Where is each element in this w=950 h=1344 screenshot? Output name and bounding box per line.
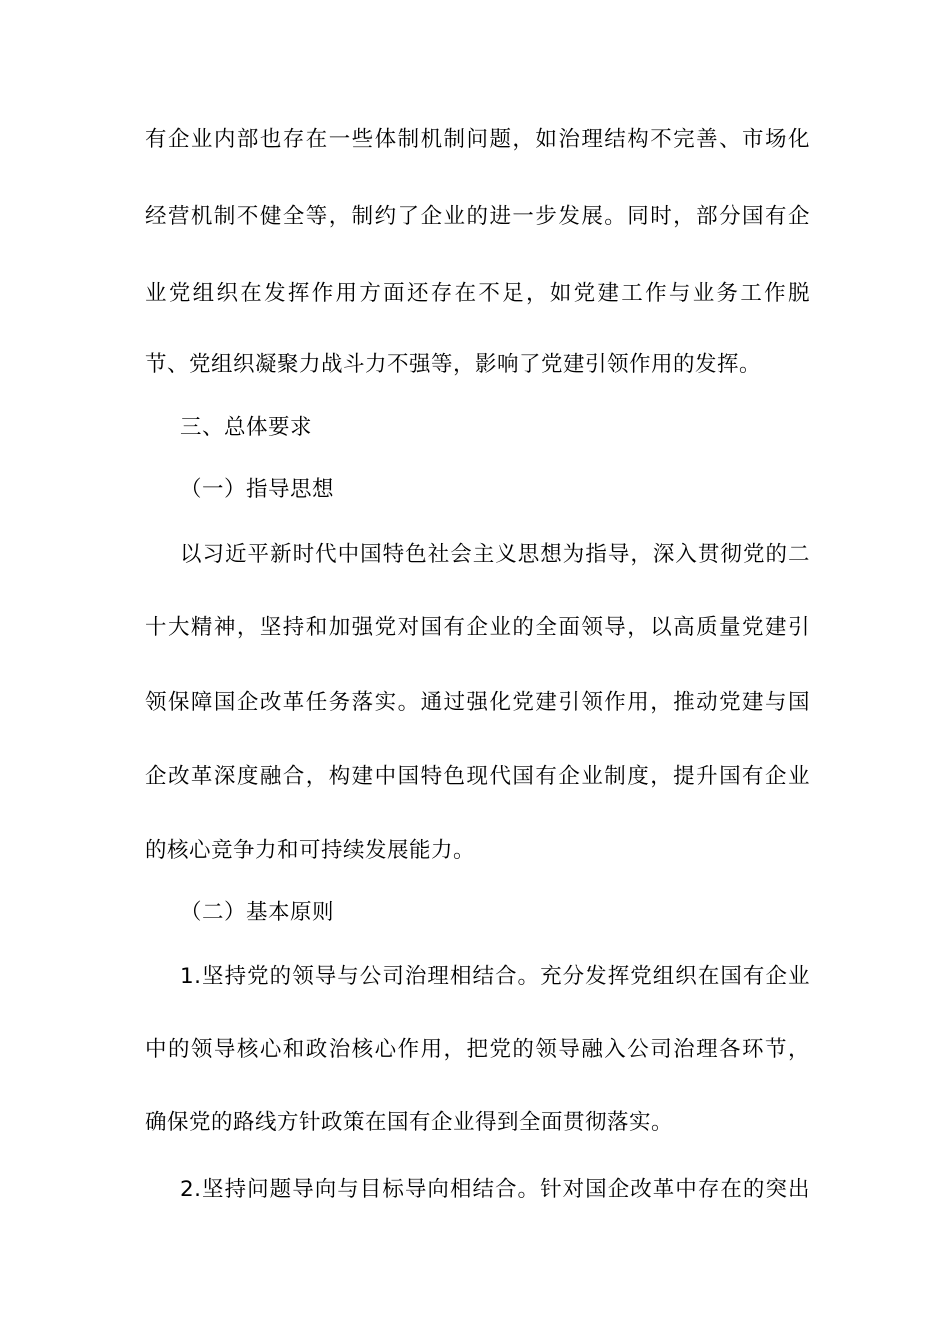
body-text-line: 1.坚持党的领导与公司治理相结合。充分发挥党组织在国有企业: [180, 964, 810, 989]
body-text-line: 十大精神，坚持和加强党对国有企业的全面领导，以高质量党建引: [145, 615, 810, 640]
subsection-heading: （一）指导思想: [180, 477, 335, 502]
body-text-line: 经营机制不健全等，制约了企业的进一步发展。同时，部分国有企: [145, 204, 810, 229]
body-text-line: 业党组织在发挥作用方面还存在不足，如党建工作与业务工作脱: [145, 281, 810, 306]
body-text-line: 2.坚持问题导向与目标导向相结合。针对国企改革中存在的突出: [180, 1177, 810, 1202]
body-text-line: 中的领导核心和政治核心作用，把党的领导融入公司治理各环节，: [145, 1037, 810, 1062]
subsection-heading: （二）基本原则: [180, 900, 335, 925]
body-text-line: 企改革深度融合，构建中国特色现代国有企业制度，提升国有企业: [145, 764, 810, 789]
body-text-line: 领保障国企改革任务落实。通过强化党建引领作用，推动党建与国: [145, 690, 810, 715]
body-text-line: 确保党的路线方针政策在国有企业得到全面贯彻落实。: [145, 1110, 674, 1135]
section-heading: 三、总体要求: [180, 415, 313, 440]
body-text-line: 以习近平新时代中国特色社会主义思想为指导，深入贯彻党的二: [180, 542, 810, 567]
body-text-line: 的核心竞争力和可持续发展能力。: [145, 838, 476, 863]
body-text-line: 节、党组织凝聚力战斗力不强等，影响了党建引领作用的发挥。: [145, 352, 762, 377]
body-text-line: 有企业内部也存在一些体制机制问题，如治理结构不完善、市场化: [145, 127, 810, 152]
